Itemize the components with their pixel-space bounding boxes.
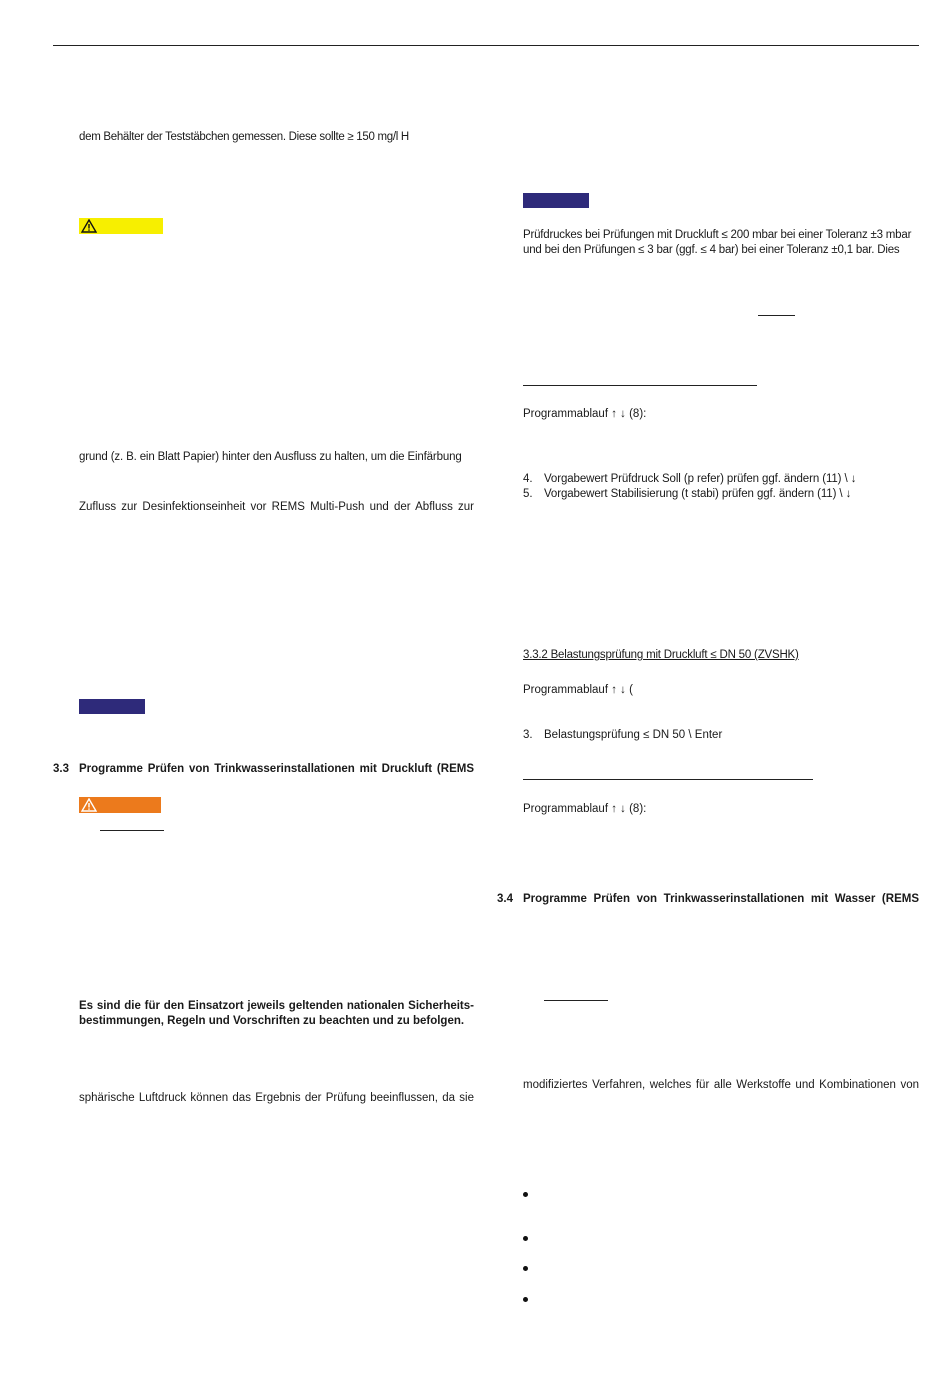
underline-fragment-right-2 bbox=[544, 1000, 608, 1001]
left-paragraph-1: dem Behälter der Teststäbchen gemessen. Diese sollte ≥ 150 mg/l H bbox=[79, 131, 409, 143]
section-number-3-3: 3.3 bbox=[53, 763, 69, 775]
step-4-number: 4. bbox=[523, 473, 533, 485]
step-5-number: 5. bbox=[523, 488, 533, 500]
bullet-point bbox=[523, 1266, 528, 1271]
left-paragraph-4: sphärische Luftdruck können das Ergebnis der Prüfung beeinflussen, da sie bbox=[79, 1092, 474, 1104]
step-3-number: 3. bbox=[523, 729, 533, 741]
heading-underline-right-1 bbox=[523, 385, 757, 386]
step-5-text: Vorgabewert Stabilisierung (t stabi) prüfen ggf. ändern (11) \ ↓ bbox=[544, 488, 852, 500]
header-rule bbox=[53, 45, 919, 46]
section-number-3-4: 3.4 bbox=[497, 893, 513, 905]
right-paragraph-1-line-1: Prüfdruckes bei Prüfungen mit Druckluft ≤ 200 mbar bei einer Toleranz ±3 mbar bbox=[523, 229, 912, 241]
underline-fragment-left bbox=[100, 830, 164, 831]
step-3-text: Belastungsprüfung ≤ DN 50 \ Enter bbox=[544, 729, 723, 741]
right-paragraph-2: modifiziertes Verfahren, welches für alle Werkstoffe und Kombinationen von bbox=[523, 1079, 919, 1091]
note-label-right bbox=[523, 193, 589, 208]
heading-underline-right-2 bbox=[523, 779, 813, 780]
bullet-point bbox=[523, 1236, 528, 1241]
right-paragraph-1-line-2: und bei den Prüfungen ≤ 3 bar (ggf. ≤ 4 bar) bei einer Toleranz ±0,1 bar. Dies bbox=[523, 244, 900, 256]
bullet-point bbox=[523, 1192, 528, 1197]
bold-note-line-2: bestimmungen, Regeln und Vorschriften zu beachten und zu befolgen. bbox=[79, 1015, 465, 1027]
warning-label bbox=[79, 797, 161, 813]
program-sequence-2: Programmablauf ↑ ↓ ( bbox=[523, 684, 633, 696]
left-paragraph-3: Zufluss zur Desinfektionseinheit vor REMS Multi-Push und der Abfluss zur bbox=[79, 501, 474, 513]
section-title-3-3: Programme Prüfen von Trinkwasserinstallationen mit Druckluft (REMS bbox=[79, 763, 474, 775]
bold-note-line-1: Es sind die für den Einsatzort jeweils geltenden nationalen Sicherheits- bbox=[79, 1000, 474, 1012]
subsection-heading-3-3-2: 3.3.2 Belastungsprüfung mit Druckluft ≤ DN 50 (ZVSHK) bbox=[523, 649, 799, 661]
caution-label bbox=[79, 218, 163, 234]
underline-fragment-right-1 bbox=[758, 315, 795, 316]
bullet-point bbox=[523, 1297, 528, 1302]
section-title-3-4: Programme Prüfen von Trinkwasserinstallationen mit Wasser (REMS bbox=[523, 893, 919, 905]
note-label-left bbox=[79, 699, 145, 714]
left-paragraph-2: grund (z. B. ein Blatt Papier) hinter den Ausfluss zu halten, um die Einfärbung bbox=[79, 451, 462, 463]
warning-triangle-icon bbox=[81, 798, 97, 812]
step-4-text: Vorgabewert Prüfdruck Soll (p refer) prüfen ggf. ändern (11) \ ↓ bbox=[544, 473, 857, 485]
program-sequence-3: Programmablauf ↑ ↓ (8): bbox=[523, 803, 647, 815]
program-sequence-1: Programmablauf ↑ ↓ (8): bbox=[523, 408, 647, 420]
warning-triangle-icon bbox=[81, 219, 97, 233]
